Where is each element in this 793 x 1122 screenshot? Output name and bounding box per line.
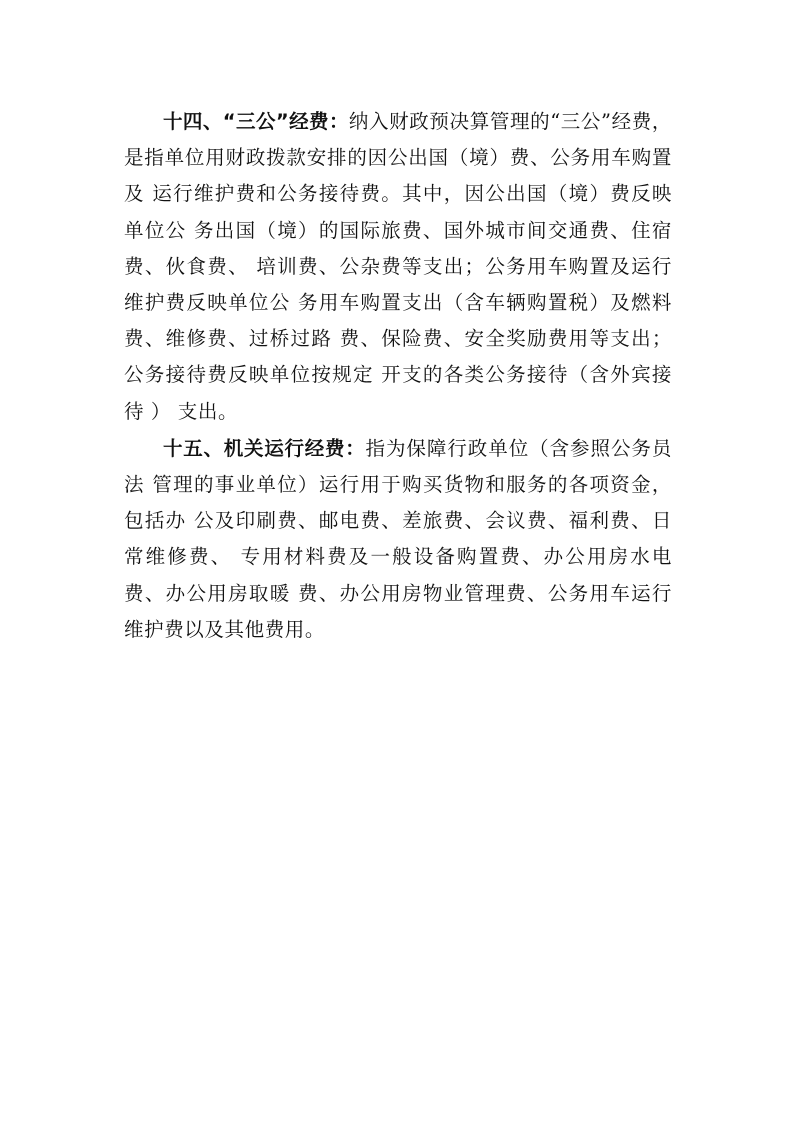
- paragraph-three-public-expenses: [124, 104, 672, 430]
- definition-agency-operating-expenses: 指为保障行政单位（含参照公务员法 管理的事业单位）运行用于购买货物和服务的各项资金，包括办 公及印刷费、邮电费、差旅费、会议费、福利费、日常维修费、 专用材料费及一般设备购置费、办公用房水电费、办公用房取暖 费、办公用房物业管理费、公务用车运行维护费以及其他费用。: [124, 436, 672, 641]
- definition-three-public-expenses: 纳入财政预决算管理的“三公”经费， 是指单位用财政拨款安排的因公出国（境）费、公务用车购置及 运行维护费和公务接待费。其中，因公出国（境）费反映单位公 务出国（境）的国际旅费、国外城市间交通费、住宿费、伙食费、 培训费、公杂费等支出；公务用车购置及运行维护费反映单位公 务用车购置支出（含车辆购置税）及燃料费、维修费、过桥过路 费、保险费、安全奖励费用等支出；公务接待费反映单位按规定 开支的各类公务接待（含外宾接待 ） 支出。: [124, 110, 673, 423]
- term-three-public-expenses: 十四、“三公”经费：: [163, 110, 349, 133]
- paragraph-agency-operating-expenses: [124, 431, 672, 648]
- term-agency-operating-expenses: 十五、机关运行经费：: [163, 436, 366, 460]
- document-body: [124, 104, 672, 649]
